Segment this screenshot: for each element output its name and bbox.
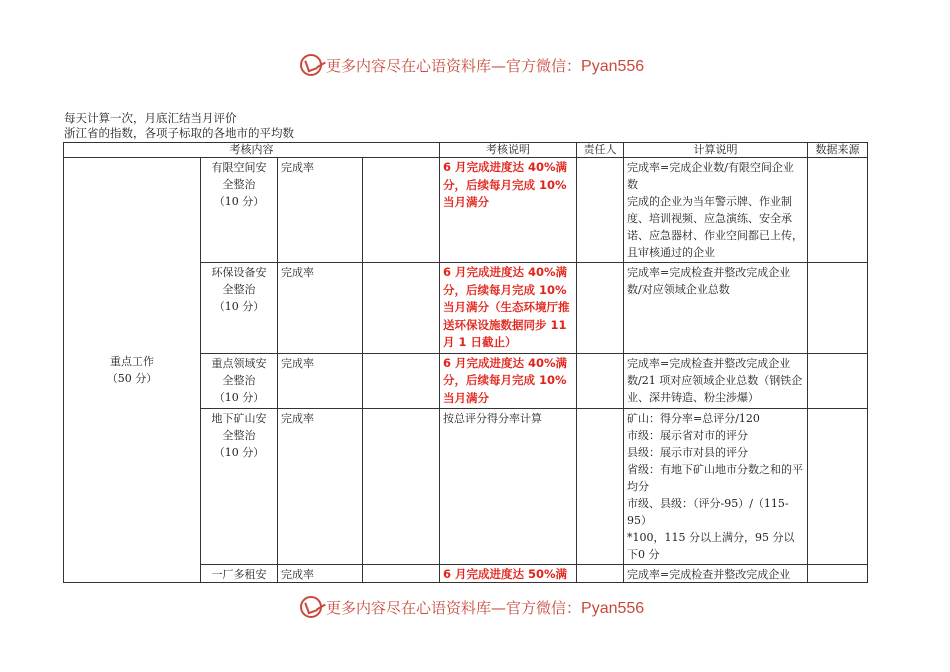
notes bbox=[64, 111, 294, 141]
source-cell bbox=[808, 409, 868, 565]
empty-cell bbox=[363, 158, 440, 263]
explain-cell: 6 月完成进度达 40%满分，后续每月完成 10%当月满分 bbox=[440, 353, 577, 409]
metric-cell: 完成率 bbox=[278, 263, 363, 354]
header-content: 考核内容 bbox=[64, 143, 440, 158]
watermark-banner-bottom bbox=[300, 594, 660, 620]
source-cell bbox=[808, 158, 868, 263]
note-line: 浙江省的指数，各项子标取的各地市的平均数 bbox=[64, 126, 294, 140]
calc-cell: 完成率=完成检查并整改完成企业 bbox=[624, 565, 808, 583]
header-explain: 考核说明 bbox=[440, 143, 577, 158]
owner-cell bbox=[577, 158, 624, 263]
calc-cell: 矿山：得分率=总评分/120 市级：展示省对市的评分 县级：展示市对县的评分 省级：有地下矿山地市分数之和的平均分 市级、县级：（评分-95）/（115-95） *100，115 分以上满分，95 分以下0 分 bbox=[624, 409, 808, 565]
watermark-text: 更多内容尽在心语资料库—官方微信：Pyan556 bbox=[326, 598, 645, 617]
header-calc: 计算说明 bbox=[624, 143, 808, 158]
calc-cell: 完成率=完成检查并整改完成企业数/对应领域企业总数 bbox=[624, 263, 808, 354]
explain-cell: 按总评分得分率计算 bbox=[440, 409, 577, 565]
empty-cell bbox=[363, 353, 440, 409]
metric-cell: 完成率 bbox=[278, 353, 363, 409]
source-cell bbox=[808, 263, 868, 354]
source-cell bbox=[808, 353, 868, 409]
category-score: （50 分） bbox=[106, 372, 158, 385]
item-cell: 环保设备安 全整治 （10 分） bbox=[201, 263, 278, 354]
watermark-banner-top bbox=[300, 52, 660, 78]
library-logo-icon bbox=[300, 596, 322, 618]
empty-cell bbox=[363, 565, 440, 583]
owner-cell bbox=[577, 409, 624, 565]
explain-cell: 6 月完成进度达 40%满分，后续每月完成 10%当月满分 bbox=[440, 158, 577, 263]
note-line: 每天计算一次，月底汇结当月评价 bbox=[64, 111, 237, 125]
explain-cell: 6 月完成进度达 50%满 bbox=[440, 565, 577, 583]
header-owner: 责任人 bbox=[577, 143, 624, 158]
table-row bbox=[64, 158, 868, 263]
metric-cell: 完成率 bbox=[278, 409, 363, 565]
item-cell: 一厂多租安 bbox=[201, 565, 278, 583]
library-logo-icon bbox=[300, 54, 322, 76]
header-source: 数据来源 bbox=[808, 143, 868, 158]
source-cell bbox=[808, 565, 868, 583]
empty-cell bbox=[363, 409, 440, 565]
owner-cell bbox=[577, 353, 624, 409]
assessment-table bbox=[63, 142, 868, 583]
item-cell: 重点领域安 全整治 （10 分） bbox=[201, 353, 278, 409]
calc-cell: 完成率=完成企业数/有限空间企业数 完成的企业为当年警示牌、作业制度、培训视频、应急演练、安全承诺、应急器材、作业空间都已上传，且审核通过的企业 bbox=[624, 158, 808, 263]
item-cell: 地下矿山安 全整治 （10 分） bbox=[201, 409, 278, 565]
calc-cell: 完成率=完成检查并整改完成企业数/21 项对应领域企业总数（钢铁企业、深井铸造、粉尘涉爆） bbox=[624, 353, 808, 409]
watermark-text: 更多内容尽在心语资料库—官方微信：Pyan556 bbox=[326, 56, 645, 75]
header-row bbox=[64, 143, 868, 158]
category-name: 重点工作 bbox=[110, 355, 154, 368]
category-cell bbox=[64, 158, 201, 583]
empty-cell bbox=[363, 263, 440, 354]
explain-cell: 6 月完成进度达 40%满分，后续每月完成 10%当月满分（生态环境厅推送环保设施数据同步 11 月 1 日截止） bbox=[440, 263, 577, 354]
item-cell: 有限空间安 全整治 （10 分） bbox=[201, 158, 278, 263]
metric-cell: 完成率 bbox=[278, 565, 363, 583]
owner-cell bbox=[577, 263, 624, 354]
owner-cell bbox=[577, 565, 624, 583]
metric-cell: 完成率 bbox=[278, 158, 363, 263]
